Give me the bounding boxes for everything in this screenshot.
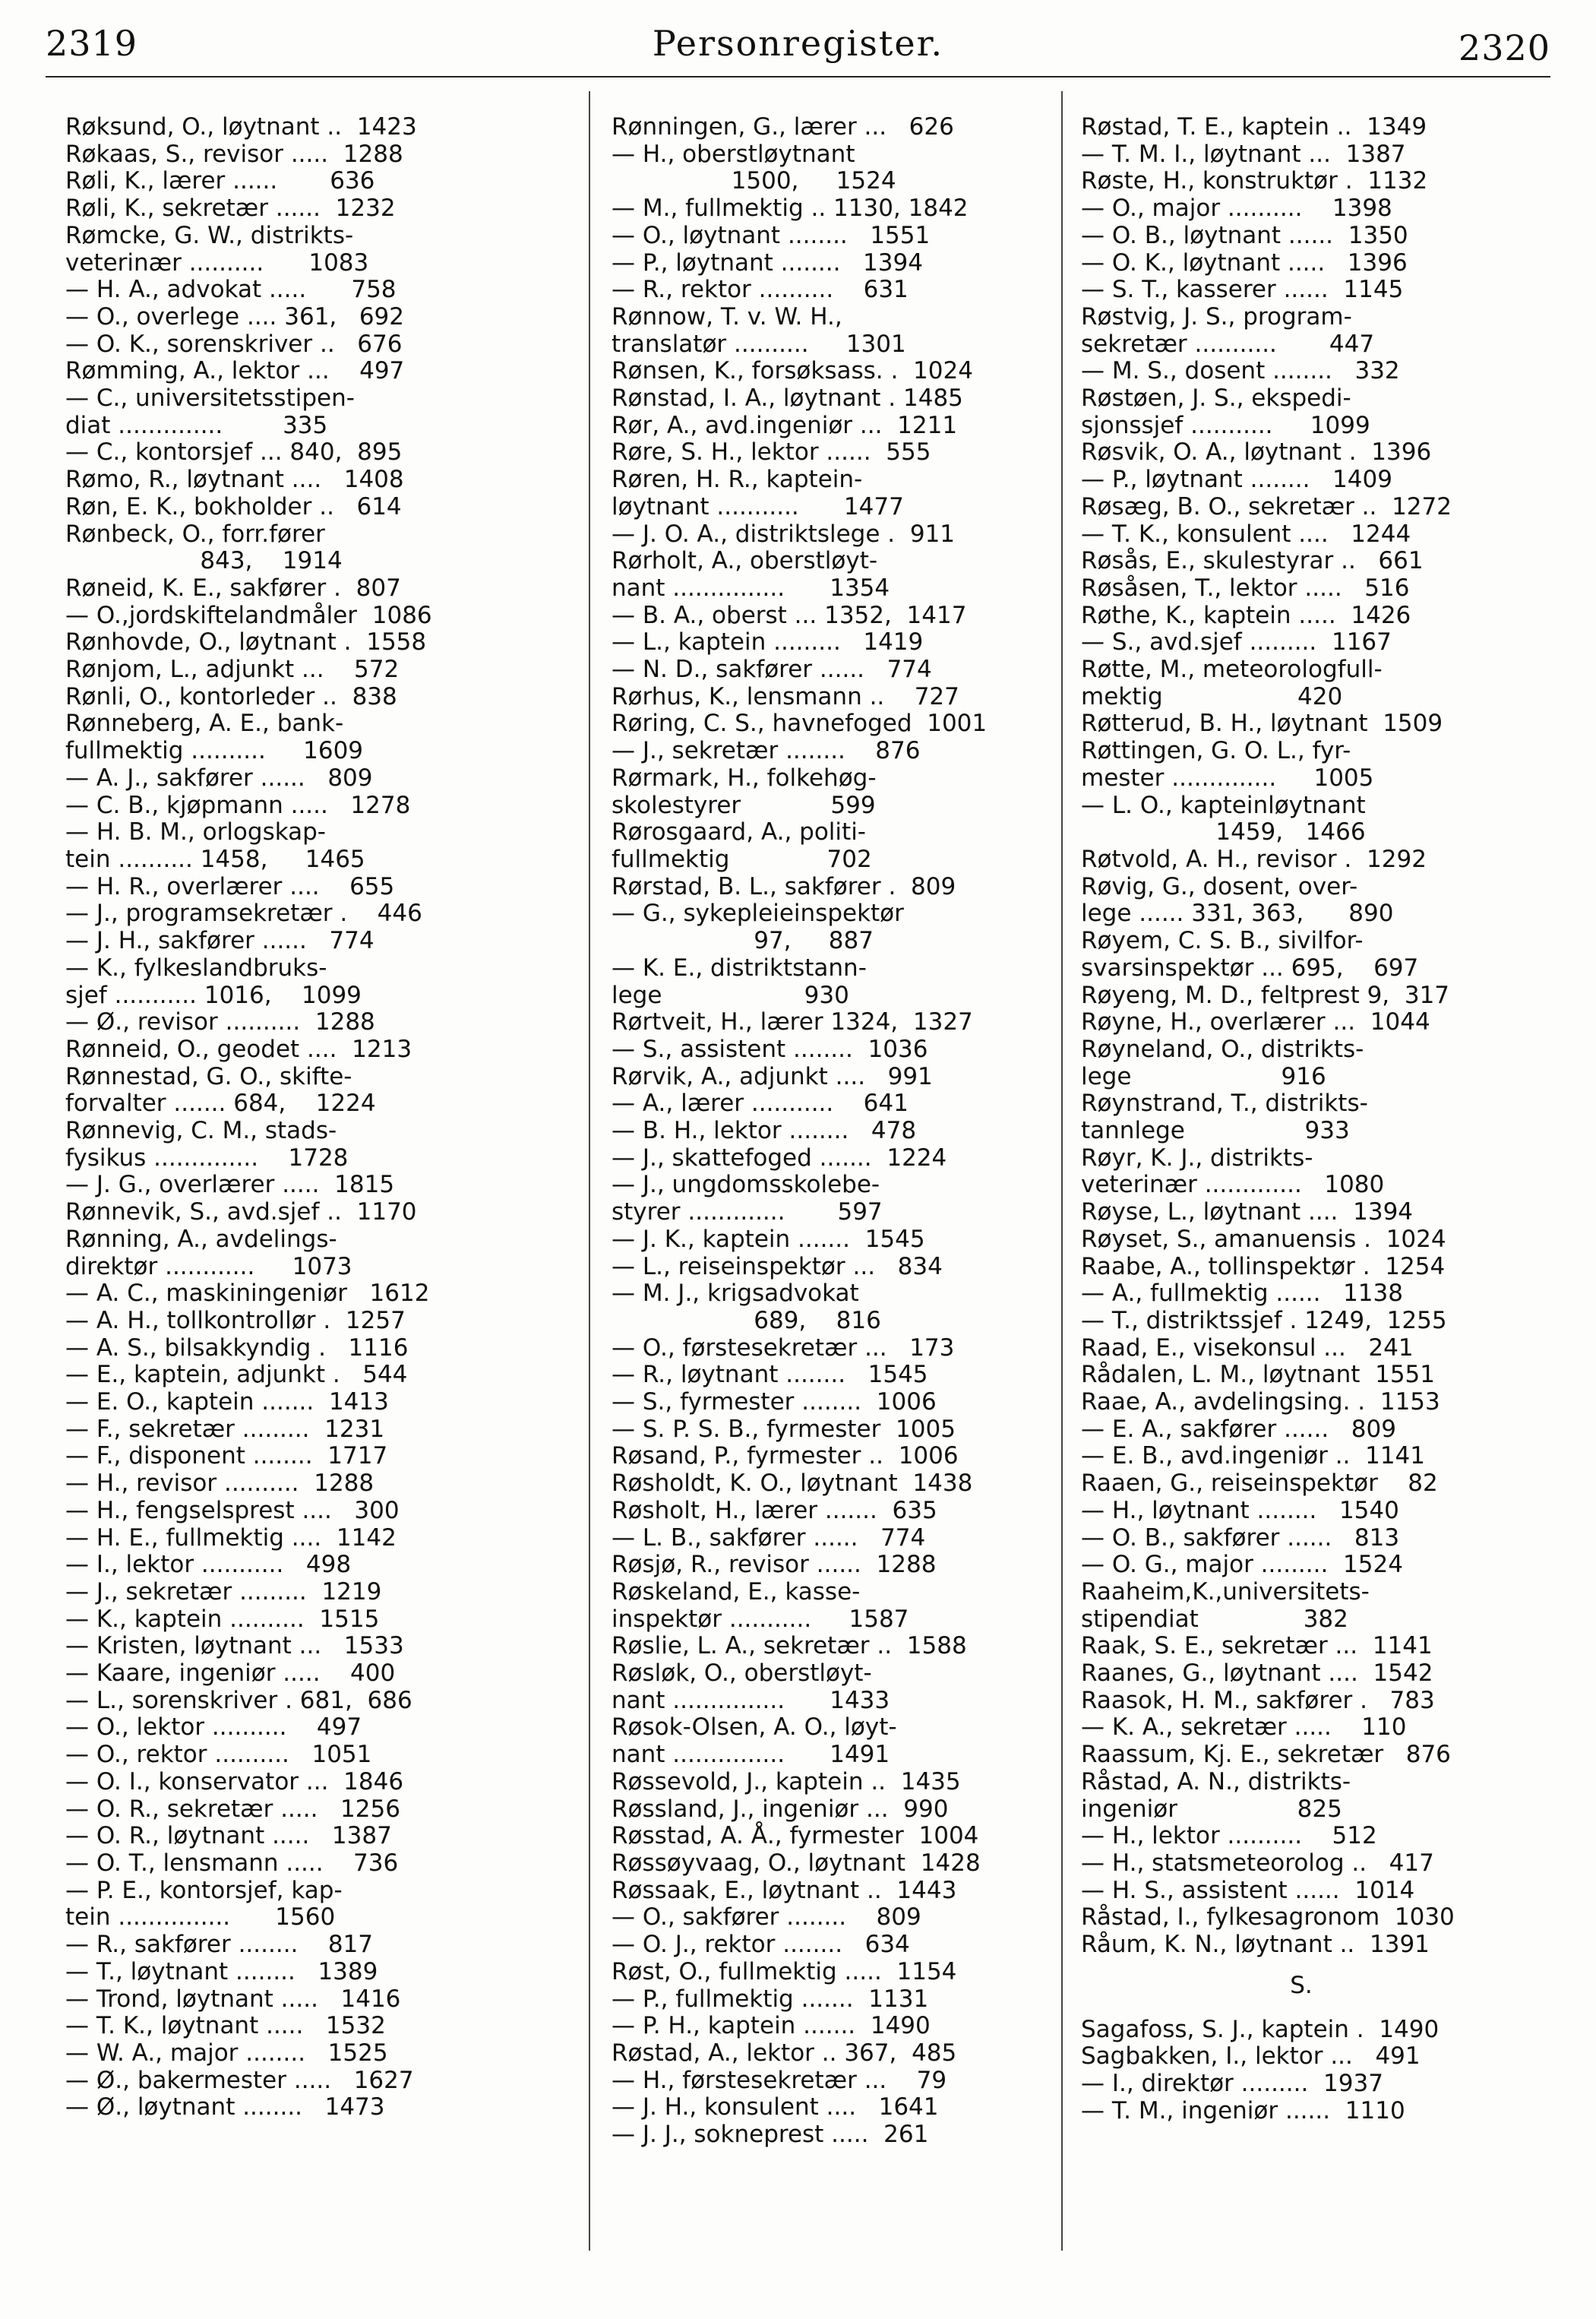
register-entry: — O., lektor .......... 497 (65, 1713, 362, 1742)
register-entry: 843, 1914 (65, 547, 343, 575)
register-entry: Rådalen, L. M., løytnant 1551 (1081, 1361, 1435, 1389)
register-entry: — L., reiseinspektør ... 834 (612, 1252, 943, 1280)
register-entry: — O. K., sorenskriver .. 676 (65, 330, 403, 358)
register-entry: Røssevold, J., kaptein .. 1435 (612, 1767, 961, 1795)
register-entry: Røyneland, O., distrikts- (1081, 1035, 1364, 1063)
register-entry: Sagafoss, S. J., kaptein . 1490 (1081, 2015, 1440, 2043)
register-entry: Raassum, Kj. E., sekretær 876 (1081, 1741, 1451, 1769)
register-entry: Røksund, O., løytnant .. 1423 (65, 113, 417, 141)
register-entry: — I., direktør ......... 1937 (1081, 2069, 1383, 2097)
register-entry: Røli, K., sekretær ...... 1232 (65, 195, 396, 223)
register-entry: Røsvik, O. A., løytnant . 1396 (1081, 438, 1432, 467)
register-entry: — G., sykepleieinspektør (612, 900, 904, 928)
register-entry: — S., assistent ........ 1036 (612, 1035, 928, 1063)
register-entry: Røslie, L. A., sekretær .. 1588 (612, 1632, 967, 1660)
register-entry: nant ............... 1354 (612, 574, 890, 602)
register-entry: — S. P. S. B., fyrmester 1005 (612, 1415, 956, 1443)
register-entry: — L. O., kapteinløytnant (1081, 791, 1366, 819)
register-entry: — T., distriktssjef . 1249, 1255 (1081, 1306, 1447, 1334)
register-entry: — O., sakfører ........ 809 (612, 1903, 921, 1931)
register-entry: Rørholt, A., oberstløyt- (612, 547, 878, 575)
register-entry: — W. A., major ........ 1525 (65, 2039, 388, 2067)
register-entry: 97, 887 (612, 927, 874, 955)
register-entry: Rørstad, B. L., sakfører . 809 (612, 872, 956, 900)
register-entry: Rørhus, K., lensmann .. 727 (612, 682, 959, 710)
register-entry: Rønbeck, O., forr.fører (65, 520, 325, 548)
register-entry: — H. A., advokat ..... 758 (65, 276, 397, 304)
register-entry: Røyeng, M. D., feltprest 9, 317 (1081, 981, 1450, 1009)
register-entry: veterinær .......... 1083 (65, 248, 369, 277)
register-entry: — A. S., bilsakkyndig . 1116 (65, 1334, 409, 1362)
register-entry: forvalter ....... 684, 1224 (65, 1090, 376, 1118)
register-entry: — Ø., bakermester ..... 1627 (65, 2066, 414, 2094)
register-entry: — O. R., løytnant ..... 1387 (65, 1822, 392, 1850)
register-entry: — N. D., sakfører ...... 774 (612, 656, 932, 684)
register-entry: veterinær ............. 1080 (1081, 1171, 1385, 1199)
register-entry: Røre, S. H., lektor ...... 555 (612, 438, 931, 467)
register-entry: Røsstad, A. Å., fyrmester 1004 (612, 1822, 979, 1850)
register-entry: ingeniør 825 (1081, 1795, 1342, 1823)
register-entry: — T., løytnant ........ 1389 (65, 1957, 378, 1985)
register-entry: Råstad, I., fylkesagronom 1030 (1081, 1903, 1455, 1931)
register-entry: mester .............. 1005 (1081, 764, 1374, 792)
register-entry: — R., rektor .......... 631 (612, 276, 909, 304)
register-entry: — J. H., sakfører ...... 774 (65, 927, 375, 955)
register-entry: Røsæg, B. O., sekretær .. 1272 (1081, 492, 1452, 520)
register-entry: Røyse, L., løytnant .... 1394 (1081, 1198, 1414, 1226)
register-entry: — I., lektor ........... 498 (65, 1551, 352, 1579)
register-entry: Røsholdt, K. O., løytnant 1438 (612, 1470, 973, 1498)
register-entry: — M., fullmektig .. 1130, 1842 (612, 195, 969, 223)
register-entry: — R., løytnant ........ 1545 (612, 1361, 928, 1389)
register-entry: Røthe, K., kaptein ..... 1426 (1081, 601, 1411, 629)
register-entry: Rønhovde, O., løytnant . 1558 (65, 628, 427, 656)
register-entry: — H., løytnant ........ 1540 (1081, 1496, 1399, 1524)
register-entry: Røstøen, J. S., ekspedi- (1081, 384, 1351, 413)
register-entry: — H., førstesekretær ... 79 (612, 2066, 947, 2094)
register-entry: nant ............... 1433 (612, 1686, 890, 1714)
register-entry: fysikus .............. 1728 (65, 1144, 349, 1172)
register-entry: Røtvold, A. H., revisor . 1292 (1081, 845, 1427, 873)
register-entry: Røttingen, G. O. L., fyr- (1081, 737, 1351, 765)
register-entry: diat .............. 335 (65, 411, 328, 439)
register-entry: — T. K., konsulent .... 1244 (1081, 520, 1411, 548)
register-entry: Røstad, A., lektor .. 367, 485 (612, 2039, 957, 2067)
register-entry: — Ø., løytnant ........ 1473 (65, 2093, 385, 2121)
register-entry: — H. R., overlærer .... 655 (65, 872, 395, 900)
register-entry: — K., fylkeslandbruks- (65, 954, 327, 982)
register-entry: fullmektig 702 (612, 845, 872, 873)
register-entry: lege ...... 331, 363, 890 (1081, 900, 1394, 928)
register-entry: — E., kaptein, adjunkt . 544 (65, 1361, 408, 1389)
register-entry: Røyset, S., amanuensis . 1024 (1081, 1225, 1446, 1253)
register-entry: — T. M. I., løytnant ... 1387 (1081, 140, 1406, 168)
register-entry: Rør, A., avd.ingeniør ... 1211 (612, 411, 958, 439)
register-entry: — H., statsmeteorolog .. 417 (1081, 1849, 1434, 1877)
register-entry: Rømcke, G. W., distrikts- (65, 221, 354, 249)
page-number-left: 2319 (46, 23, 138, 64)
register-entry: — L., sorenskriver . 681, 686 (65, 1686, 412, 1714)
register-entry: Rønli, O., kontorleder .. 838 (65, 682, 397, 710)
register-entry: Råstad, A. N., distrikts- (1081, 1767, 1351, 1795)
register-entry: — O., rektor .......... 1051 (65, 1741, 372, 1769)
register-entry: — B. H., lektor ........ 478 (612, 1117, 917, 1145)
register-entry: Røssøyvaag, O., løytnant 1428 (612, 1849, 981, 1877)
register-entry: — J. G., overlærer ..... 1815 (65, 1171, 395, 1199)
register-entry: Raad, E., visekonsul ... 241 (1081, 1334, 1414, 1362)
register-entry: — K. E., distriktstann- (612, 954, 867, 982)
register-entry: Røsholt, H., lærer ....... 635 (612, 1496, 937, 1524)
register-entry: — R., sakfører ........ 817 (65, 1931, 373, 1959)
register-entry: Rønnevig, C. M., stads- (65, 1117, 337, 1145)
register-entry: Sagbakken, I., lektor ... 491 (1081, 2042, 1421, 2071)
register-entry: Raaen, G., reiseinspektør 82 (1081, 1470, 1438, 1498)
register-entry: lege 930 (612, 981, 849, 1009)
register-entry: Røstvig, J. S., program- (1081, 302, 1352, 331)
register-entry: Rønsen, K., forsøksass. . 1024 (612, 357, 973, 385)
register-entry: Raasok, H. M., sakfører . 783 (1081, 1686, 1435, 1714)
register-entry: stipendiat 382 (1081, 1605, 1348, 1633)
register-entry: Rønnestad, G. O., skifte- (65, 1062, 352, 1090)
register-entry: Røskeland, E., kasse- (612, 1577, 861, 1606)
register-entry: — H. E., fullmektig .... 1142 (65, 1523, 397, 1552)
register-entry: — H. S., assistent ...... 1014 (1081, 1876, 1415, 1904)
register-entry: Røsand, P., fyrmester .. 1006 (612, 1442, 959, 1470)
register-entry: Røynstrand, T., distrikts- (1081, 1090, 1368, 1118)
register-entry: Rørvik, A., adjunkt .... 991 (612, 1062, 933, 1090)
register-entry: — J. K., kaptein ....... 1545 (612, 1225, 925, 1253)
register-entry: — O., løytnant ........ 1551 (612, 221, 931, 249)
register-entry: — O., major .......... 1398 (1081, 195, 1392, 223)
register-entry: — J. J., sokneprest ..... 261 (612, 2121, 929, 2149)
register-entry: — J. H., konsulent .... 1641 (612, 2093, 939, 2121)
register-entry: 689, 816 (612, 1306, 881, 1334)
register-entry: — P., fullmektig ....... 1131 (612, 1985, 929, 2013)
register-entry: — L. B., sakfører ...... 774 (612, 1523, 926, 1552)
register-entry: — E. B., avd.ingeniør .. 1141 (1081, 1442, 1425, 1470)
register-entry: — L., kaptein ......... 1419 (612, 628, 924, 656)
register-entry: Raae, A., avdelingsing. . 1153 (1081, 1388, 1440, 1416)
register-entry: Røneid, K. E., sakfører . 807 (65, 574, 401, 602)
register-entry: — F., sekretær ......... 1231 (65, 1415, 385, 1443)
register-entry: — C., kontorsjef ... 840, 895 (65, 438, 403, 467)
page-title: Personregister. (652, 23, 944, 64)
register-entry: Røsok-Olsen, A. O., løyt- (612, 1713, 897, 1742)
register-entry: Raabe, A., tollinspektør . 1254 (1081, 1252, 1446, 1280)
register-entry: — T. K., løytnant ..... 1532 (65, 2012, 386, 2040)
register-entry: — T. M., ingeniør ...... 1110 (1081, 2096, 1405, 2124)
register-entry: — M. J., krigsadvokat (612, 1280, 859, 1308)
register-entry: — H. B. M., orlogskap- (65, 818, 326, 846)
register-entry: — Kaare, ingeniør ..... 400 (65, 1659, 396, 1688)
register-entry: Røste, H., konstruktør . 1132 (1081, 167, 1428, 195)
register-entry: — J., programsekretær . 446 (65, 900, 422, 928)
register-entry: Røst, O., fullmektig ..... 1154 (612, 1957, 957, 1985)
register-entry: Røyr, K. J., distrikts- (1081, 1144, 1313, 1172)
register-entry: — O. R., sekretær ..... 1256 (65, 1795, 400, 1823)
register-entry: tein .......... 1458, 1465 (65, 845, 365, 873)
register-entry: — P. E., kontorsjef, kap- (65, 1876, 343, 1904)
register-entry: sekretær ........... 447 (1081, 330, 1375, 358)
register-entry: translatør .......... 1301 (612, 330, 906, 358)
register-entry: Røli, K., lærer ...... 636 (65, 167, 375, 195)
register-entry: Råum, K. N., løytnant .. 1391 (1081, 1931, 1430, 1959)
register-entry: — H., revisor .......... 1288 (65, 1470, 375, 1498)
register-entry: — K. A., sekretær ..... 110 (1081, 1713, 1407, 1742)
register-entry: Rørmark, H., folkehøg- (612, 764, 877, 792)
register-entry: Røyne, H., overlærer ... 1044 (1081, 1008, 1430, 1036)
register-entry: — E. A., sakfører ...... 809 (1081, 1415, 1396, 1443)
register-entry: Rørtveit, H., lærer 1324, 1327 (612, 1008, 973, 1036)
register-entry: Røsjø, R., revisor ...... 1288 (612, 1551, 937, 1579)
register-entry: Rønning, A., avdelings- (65, 1225, 337, 1253)
register-entry: — J. O. A., distriktslege . 911 (612, 520, 956, 548)
register-column-3-entries-after (1081, 2017, 1552, 2125)
section-heading: S. (1290, 1971, 1313, 1999)
register-entry: — A. C., maskiningeniør 1612 (65, 1280, 430, 1308)
register-entry: — Ø., revisor .......... 1288 (65, 1008, 375, 1036)
register-entry: Rønneid, O., geodet .... 1213 (65, 1035, 412, 1063)
register-entry: — F., disponent ........ 1717 (65, 1442, 388, 1470)
header-rule (46, 76, 1550, 78)
register-entry: lege 916 (1081, 1062, 1326, 1090)
register-column-2 (612, 114, 1082, 2149)
register-entry: — O. I., konservator ... 1846 (65, 1767, 404, 1795)
register-entry: Røssland, J., ingeniør ... 990 (612, 1795, 949, 1823)
register-entry: Rømo, R., løytnant .... 1408 (65, 466, 404, 494)
register-column-3 (1081, 114, 1552, 2124)
register-entry: svarsinspektør ... 695, 697 (1081, 954, 1419, 982)
register-entry: — H., lektor .......... 512 (1081, 1822, 1377, 1850)
register-entry: — Kristen, løytnant ... 1533 (65, 1632, 404, 1660)
register-entry: tein ............... 1560 (65, 1903, 336, 1931)
register-entry: sjef ........... 1016, 1099 (65, 981, 362, 1009)
register-entry: — J., skattefoged ....... 1224 (612, 1144, 947, 1172)
register-entry: sjonssjef ........... 1099 (1081, 411, 1370, 439)
register-entry: Røn, E. K., bokholder .. 614 (65, 492, 402, 520)
register-entry: — A. J., sakfører ...... 809 (65, 764, 373, 792)
register-entry: — O. B., løytnant ...... 1350 (1081, 221, 1408, 249)
register-entry: direktør ............ 1073 (65, 1252, 352, 1280)
register-entry: — K., kaptein .......... 1515 (65, 1605, 380, 1633)
register-entry: Røtterud, B. H., løytnant 1509 (1081, 710, 1443, 738)
register-entry: nant ............... 1491 (612, 1741, 890, 1769)
register-entry: Raak, S. E., sekretær ... 1141 (1081, 1632, 1433, 1660)
register-entry: Røyem, C. S. B., sivilfor- (1081, 927, 1364, 955)
register-entry: — A. H., tollkontrollør . 1257 (65, 1306, 406, 1334)
register-entry: — M. S., dosent ........ 332 (1081, 357, 1400, 385)
register-entry: Røsås, E., skulestyrar .. 661 (1081, 547, 1424, 575)
register-entry: — A., fullmektig ...... 1138 (1081, 1280, 1403, 1308)
register-entry: — O. K., løytnant ..... 1396 (1081, 248, 1408, 277)
register-entry: Rønnow, T. v. W. H., (612, 302, 842, 331)
register-entry: Rønningen, G., lærer ... 626 (612, 113, 954, 141)
register-entry: Rørosgaard, A., politi- (612, 818, 866, 846)
page-number-right: 2320 (1458, 27, 1550, 68)
register-entry: — O., førstesekretær ... 173 (612, 1334, 955, 1362)
register-entry: 1459, 1466 (1081, 818, 1366, 846)
register-entry: Rønjom, L., adjunkt ... 572 (65, 656, 400, 684)
register-entry: — C., universitetsstipen- (65, 384, 355, 413)
register-entry: Røtte, M., meteorologfull- (1081, 656, 1383, 684)
register-entry: — O. G., major ......... 1524 (1081, 1551, 1403, 1579)
register-entry: — O. T., lensmann ..... 736 (65, 1849, 399, 1877)
register-entry: — C. B., kjøpmann ..... 1278 (65, 791, 411, 819)
register-entry: — S. T., kasserer ...... 1145 (1081, 276, 1404, 304)
register-entry: Raanes, G., løytnant .... 1542 (1081, 1659, 1433, 1688)
register-entry: Rønnevik, S., avd.sjef .. 1170 (65, 1198, 417, 1226)
register-entry: — B. A., oberst ... 1352, 1417 (612, 601, 967, 629)
register-entry: Røren, H. R., kaptein- (612, 466, 863, 494)
register-entry: — O. B., sakfører ...... 813 (1081, 1523, 1400, 1552)
register-entry: Røstad, T. E., kaptein .. 1349 (1081, 113, 1427, 141)
register-entry: — H., oberstløytnant (612, 140, 855, 168)
register-entry: Rømming, A., lektor ... 497 (65, 357, 405, 385)
column-divider-1 (589, 91, 590, 2251)
register-entry: Røkaas, S., revisor ..... 1288 (65, 140, 403, 168)
register-entry: — O. J., rektor ........ 634 (612, 1931, 910, 1959)
register-entry: — J., ungdomsskolebe- (612, 1171, 880, 1199)
register-entry: tannlege 933 (1081, 1117, 1350, 1145)
register-entry: Rønneberg, A. E., bank- (65, 710, 344, 738)
register-entry: Røring, C. S., havnefoged 1001 (612, 710, 988, 738)
register-entry: — P. H., kaptein ....... 1490 (612, 2012, 931, 2040)
register-entry: — H., fengselsprest .... 300 (65, 1496, 400, 1524)
register-entry: Røsåsen, T., lektor ..... 516 (1081, 574, 1410, 602)
register-entry: — S., avd.sjef ......... 1167 (1081, 628, 1392, 656)
register-entry: — A., lærer ........... 641 (612, 1090, 909, 1118)
register-column-3-entries (1081, 114, 1552, 1959)
register-entry: inspektør ........... 1587 (612, 1605, 909, 1633)
register-entry: 1500, 1524 (612, 167, 896, 195)
register-entry: fullmektig .......... 1609 (65, 737, 364, 765)
register-entry: mektig 420 (1081, 682, 1343, 710)
register-entry: — Trond, løytnant ..... 1416 (65, 1985, 401, 2013)
register-entry: — P., løytnant ........ 1394 (612, 248, 923, 277)
register-entry: Rønstad, I. A., løytnant . 1485 (612, 384, 963, 413)
register-entry: — S., fyrmester ........ 1006 (612, 1388, 937, 1416)
register-entry: løytnant ........... 1477 (612, 492, 904, 520)
register-entry: Røsløk, O., oberstløyt- (612, 1659, 872, 1688)
register-entry: — P., løytnant ........ 1409 (1081, 466, 1392, 494)
register-entry: styrer ............. 597 (612, 1198, 883, 1226)
register-entry: — J., sekretær ......... 1219 (65, 1577, 382, 1606)
register-entry: — E. O., kaptein ....... 1413 (65, 1388, 389, 1416)
register-entry: Røssaak, E., løytnant .. 1443 (612, 1876, 957, 1904)
register-entry: Røvig, G., dosent, over- (1081, 872, 1358, 900)
register-entry: — O., overlege .... 361, 692 (65, 302, 405, 331)
register-entry: skolestyrer 599 (612, 791, 876, 819)
register-entry: — J., sekretær ........ 876 (612, 737, 921, 765)
register-entry: Raaheim,K.,universitets- (1081, 1577, 1370, 1606)
register-column-1 (65, 114, 536, 2121)
register-entry: — O.,jordskiftelandmåler 1086 (65, 601, 432, 629)
